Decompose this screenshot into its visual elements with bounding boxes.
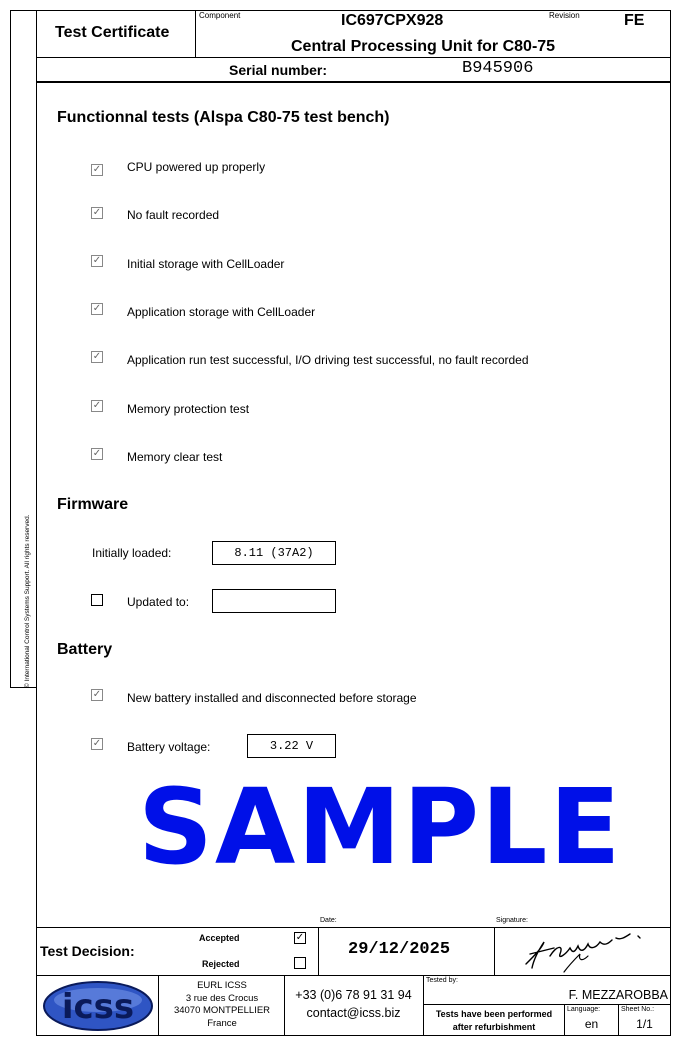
sample-watermark: SAMPLE <box>138 766 623 888</box>
copyright-note: © International Control Systems Support. All rights reserved. <box>24 514 31 688</box>
item-application-run: Application run test successful, I/O driving test successful, no fault recorded <box>127 353 529 367</box>
sheet-value: 1/1 <box>636 1017 653 1031</box>
check-new-battery[interactable]: ✓ <box>92 689 102 700</box>
header-divider <box>195 10 196 57</box>
refurbishment-note-line2: after refurbishment <box>452 1022 536 1032</box>
item-memory-clear: Memory clear test <box>127 450 223 464</box>
functional-tests-title: Functionnal tests (Alspa C80-75 test bench) <box>57 109 390 126</box>
check-memory-clear[interactable]: ✓ <box>92 448 102 459</box>
icss-logo-icon <box>42 980 154 1032</box>
rejected-label: Rejected <box>202 959 240 969</box>
component-description: Central Processing Unit for C80-75 <box>291 38 556 55</box>
check-cpu-powered[interactable]: ✓ <box>92 164 102 175</box>
check-memory-protection[interactable]: ✓ <box>92 400 102 411</box>
item-cpu-powered: CPU powered up properly <box>127 160 266 174</box>
company-address <box>160 980 284 1030</box>
component-code: IC697CPX928 <box>341 12 444 29</box>
battery-voltage-field[interactable]: 3.22 V <box>247 734 336 758</box>
signature-label: Signature: <box>496 917 528 924</box>
refurbishment-note-line1: Tests have been performed <box>435 1009 553 1019</box>
firmware-title: Firmware <box>57 496 129 513</box>
check-application-run[interactable]: ✓ <box>92 351 102 362</box>
check-updated[interactable] <box>91 594 103 606</box>
header-bottom <box>36 57 671 58</box>
frame-left <box>36 10 37 1036</box>
company-country: France <box>207 1017 237 1029</box>
document-title: Test Certificate <box>55 24 170 41</box>
accepted-checkbox[interactable]: ✓ <box>295 932 305 943</box>
test-decision-label: Test Decision: <box>40 943 135 959</box>
updated-firmware-field[interactable] <box>212 589 336 613</box>
check-battery-voltage[interactable]: ✓ <box>92 738 102 749</box>
item-application-storage: Application storage with CellLoader <box>127 305 316 319</box>
side-strip-top <box>10 10 37 11</box>
date-label: Date: <box>320 917 337 924</box>
footer-tester-divider <box>423 1004 671 1005</box>
frame-bottom <box>36 1035 671 1036</box>
check-no-fault[interactable]: ✓ <box>92 207 102 218</box>
footer-divider-logo <box>158 975 159 1036</box>
tester-name: F. MEZZAROBBA <box>568 988 668 1002</box>
serial-bottom <box>36 81 671 83</box>
battery-title: Battery <box>57 641 113 658</box>
serial-label: Serial number: <box>229 62 328 78</box>
item-initial-storage: Initial storage with CellLoader <box>127 257 285 271</box>
check-initial-storage[interactable]: ✓ <box>92 255 102 266</box>
refurbishment-note <box>424 1008 564 1034</box>
sheet-label: Sheet No.: <box>621 1006 655 1013</box>
company-email[interactable]: contact@icss.biz <box>306 1006 401 1020</box>
accepted-label: Accepted <box>199 933 240 943</box>
decision-bottom <box>36 975 671 976</box>
revision-value: FE <box>624 12 645 29</box>
revision-label: Revision <box>549 11 580 20</box>
signature-image <box>520 928 650 974</box>
decision-divider-signature <box>494 927 495 975</box>
item-new-battery: New battery installed and disconnected before storage <box>127 691 417 705</box>
company-street: 3 rue des Crocus <box>185 992 259 1004</box>
language-value: en <box>584 1017 599 1031</box>
company-name: EURL ICSS <box>197 980 247 991</box>
decision-date: 29/12/2025 <box>348 940 451 959</box>
check-application-storage[interactable]: ✓ <box>92 303 102 314</box>
battery-voltage-label: Battery voltage: <box>127 740 211 754</box>
company-city: 34070 MONTPELLIER <box>173 1005 271 1016</box>
language-label: Language: <box>567 1006 601 1013</box>
icss-logo-text: icss <box>61 987 135 1027</box>
item-no-fault: No fault recorded <box>127 208 220 222</box>
initial-firmware-field[interactable]: 8.11 (37A2) <box>212 541 336 565</box>
serial-number: B945906 <box>462 59 534 78</box>
side-strip-border <box>10 10 11 688</box>
decision-divider-date <box>318 927 319 975</box>
frame-right <box>670 10 671 1036</box>
component-label: Component <box>199 11 241 20</box>
initially-loaded-label: Initially loaded: <box>92 546 172 560</box>
item-memory-protection: Memory protection test <box>127 402 250 416</box>
tested-by-label: Tested by: <box>426 977 458 984</box>
company-phone: +33 (0)6 78 91 31 94 <box>295 988 412 1002</box>
updated-to-label: Updated to: <box>127 595 190 609</box>
rejected-checkbox[interactable] <box>294 957 306 969</box>
